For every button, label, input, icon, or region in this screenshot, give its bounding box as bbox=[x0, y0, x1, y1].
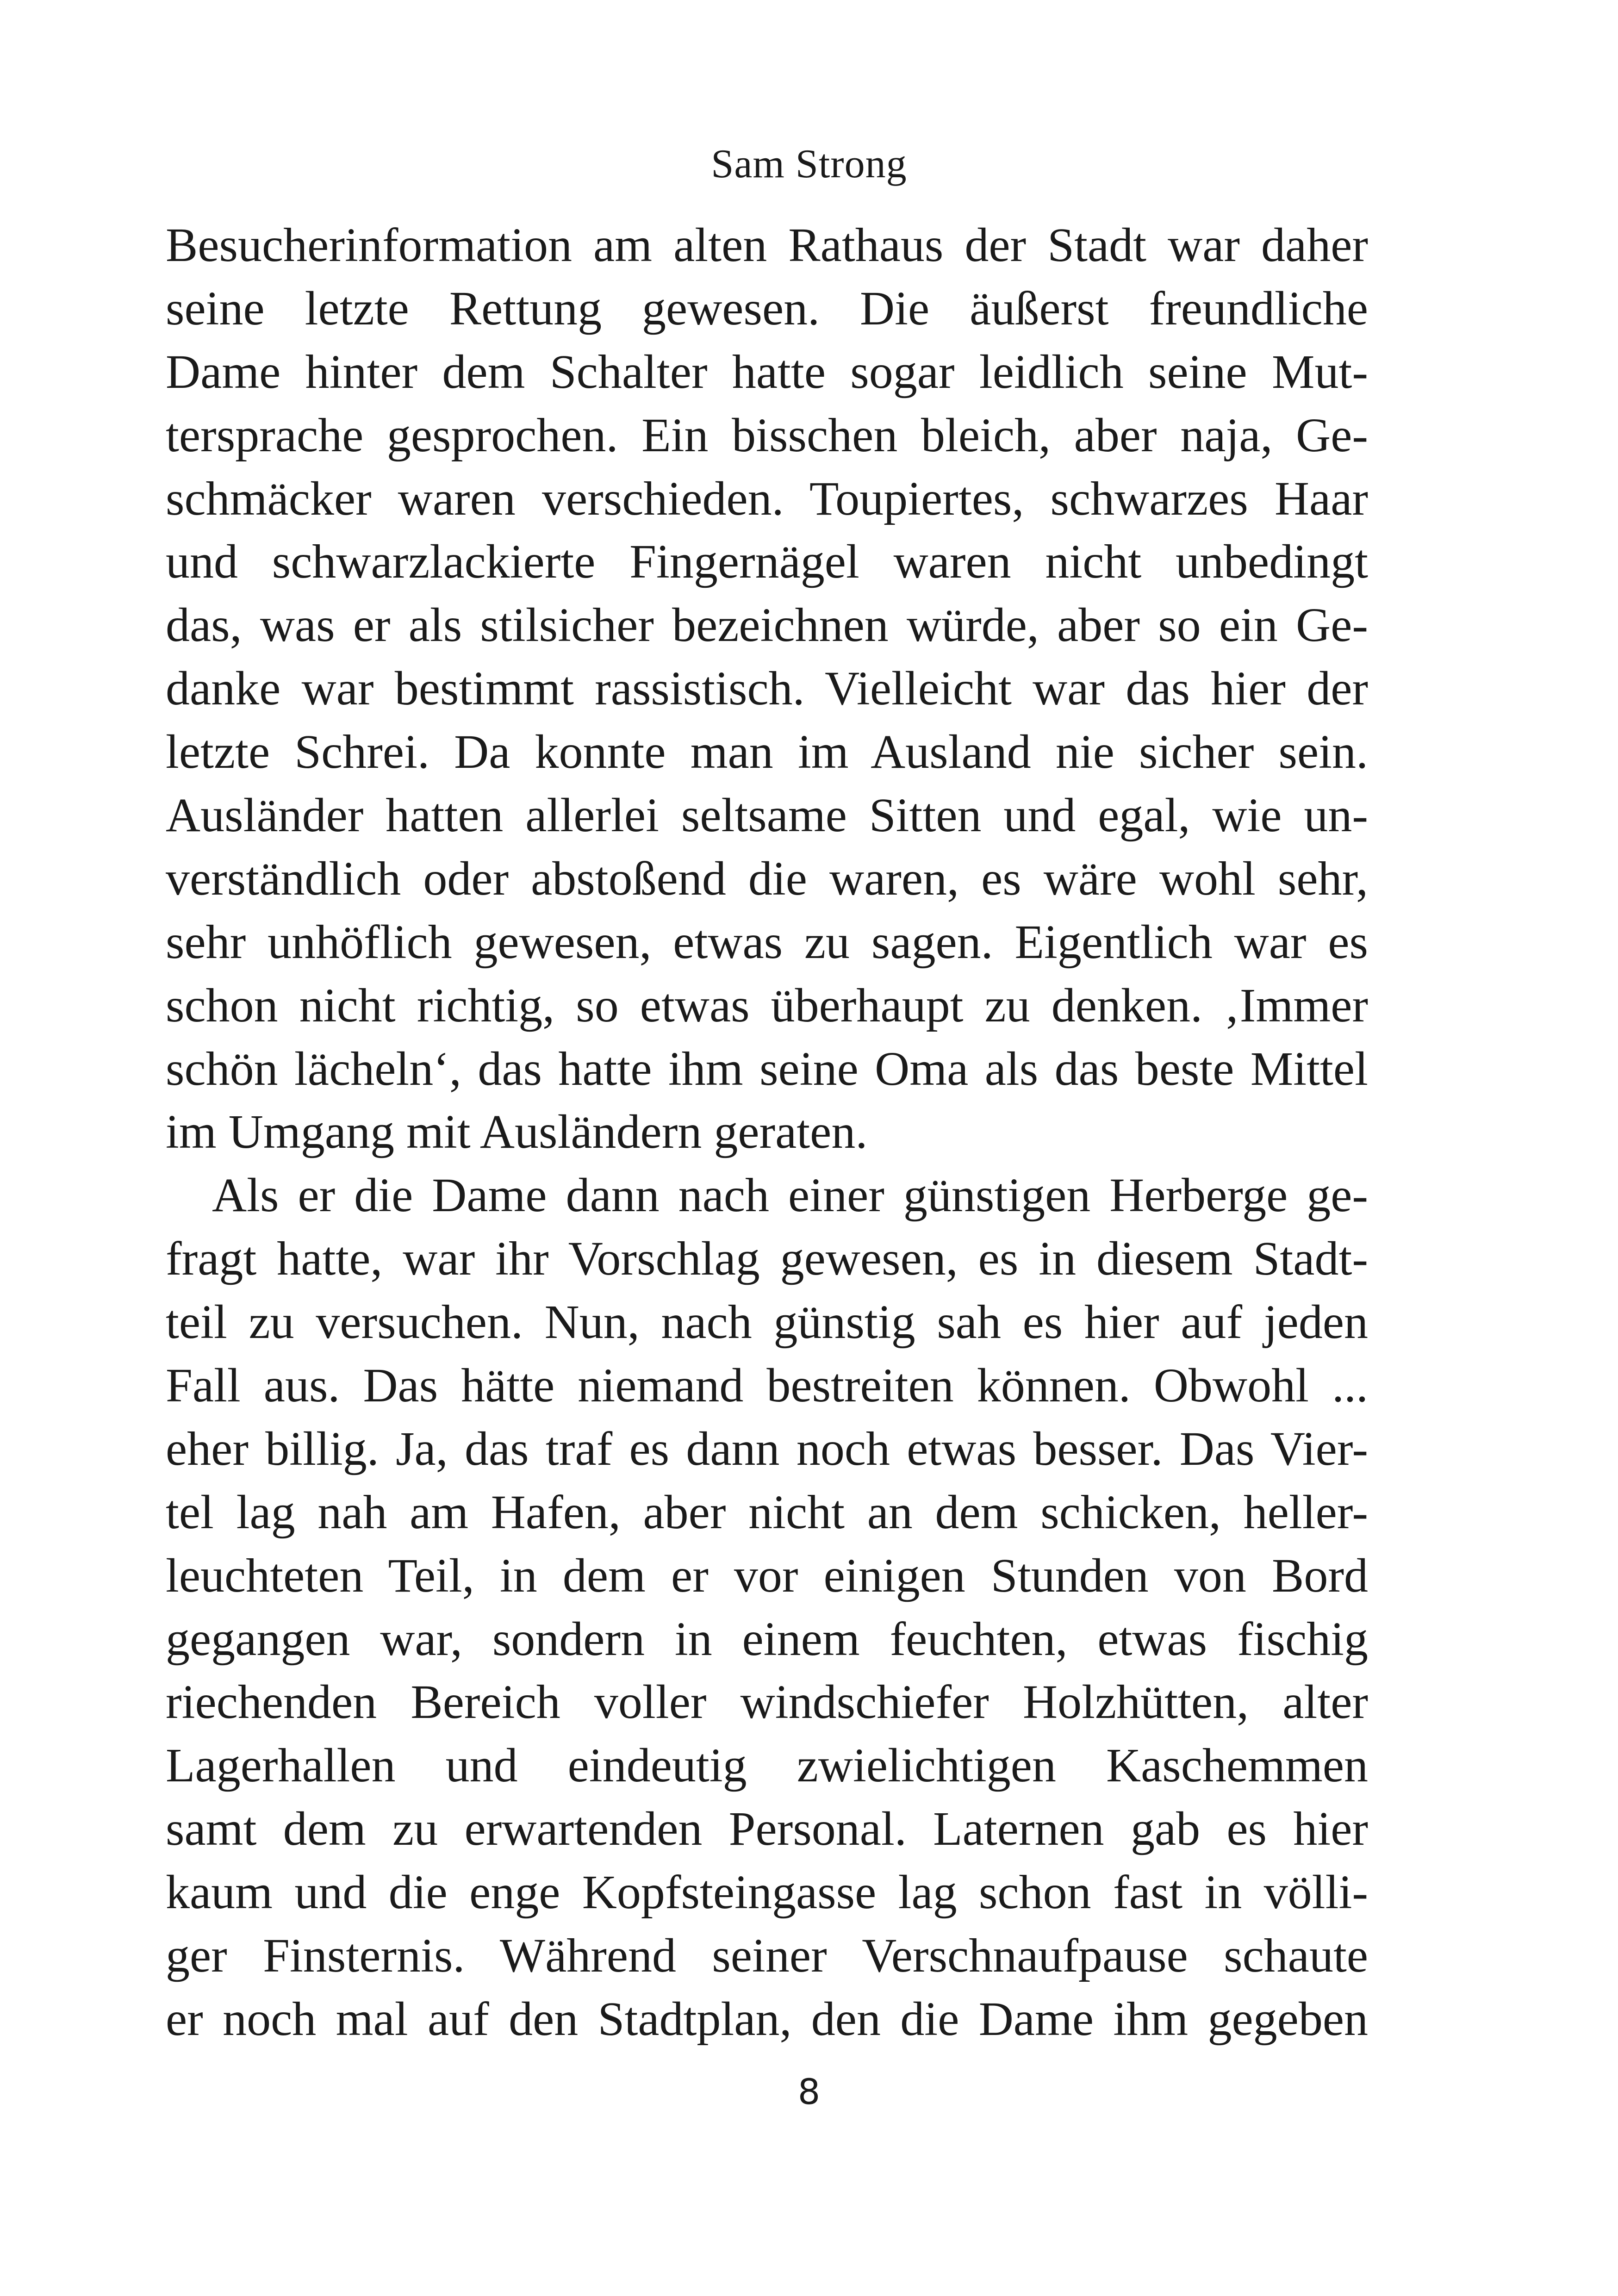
text-line: letzte Schrei. Da konnte man im Ausland nie sicher sein. bbox=[166, 725, 1368, 779]
text-line: sehr unhöflich gewesen, etwas zu sagen. Eigentlich war es bbox=[166, 915, 1368, 969]
running-header: Sam Strong bbox=[711, 142, 907, 187]
text-line: Als er die Dame dann nach einer günstigen Herberge ge- bbox=[212, 1169, 1368, 1222]
text-line: im Umgang mit Ausländern geraten. bbox=[166, 1105, 868, 1159]
text-line: teil zu versuchen. Nun, nach günstig sah es hier auf jeden bbox=[166, 1295, 1368, 1349]
text-line: das, was er als stilsicher bezeichnen würde, aber so ein Ge- bbox=[166, 598, 1368, 652]
text-line: tel lag nah am Hafen, aber nicht an dem schicken, heller- bbox=[166, 1485, 1368, 1539]
text-line: schön lächeln‘, das hatte ihm seine Oma als das beste Mittel bbox=[166, 1042, 1368, 1095]
text-line: fragt hatte, war ihr Vorschlag gewesen, es in diesem Stadt- bbox=[166, 1232, 1368, 1286]
text-line: Besucherinformation am alten Rathaus der Stadt war daher bbox=[166, 218, 1368, 272]
text-line: tersprache gesprochen. Ein bisschen bleich, aber naja, Ge- bbox=[166, 408, 1368, 462]
text-line: leuchteten Teil, in dem er vor einigen Stunden von Bord bbox=[166, 1549, 1368, 1602]
page-number: 8 bbox=[797, 2071, 821, 2112]
text-line: samt dem zu erwartenden Personal. Laternen gab es hier bbox=[166, 1802, 1368, 1856]
text-line: Lagerhallen und eindeutig zwielichtigen Kaschemmen bbox=[166, 1739, 1368, 1792]
text-line: schon nicht richtig, so etwas überhaupt zu denken. ‚Immer bbox=[166, 978, 1368, 1032]
text-line: ger Finsternis. Während seiner Verschnaufpause schaute bbox=[166, 1929, 1368, 1983]
text-line: und schwarzlackierte Fingernägel waren nicht unbedingt bbox=[166, 535, 1368, 589]
text-line: kaum und die enge Kopfsteingasse lag schon fast in völli- bbox=[166, 1866, 1368, 1919]
text-line: Ausländer hatten allerlei seltsame Sitten und egal, wie un- bbox=[166, 789, 1368, 842]
body-text bbox=[166, 214, 1368, 2051]
text-line: eher billig. Ja, das traf es dann noch etwas besser. Das Vier- bbox=[166, 1422, 1368, 1475]
text-line: danke war bestimmt rassistisch. Vielleicht war das hier der bbox=[166, 662, 1368, 716]
text-line: Fall aus. Das hätte niemand bestreiten können. Obwohl ... bbox=[166, 1359, 1368, 1412]
text-line: er noch mal auf den Stadtplan, den die Dame ihm gegeben bbox=[166, 1992, 1368, 2046]
text-line: riechenden Bereich voller windschiefer Holzhütten, alter bbox=[166, 1675, 1368, 1729]
text-line: verständlich oder abstoßend die waren, es wäre wohl sehr, bbox=[166, 852, 1368, 905]
text-line: gegangen war, sondern in einem feuchten, etwas fischig bbox=[166, 1612, 1368, 1666]
text-line: Dame hinter dem Schalter hatte sogar leidlich seine Mut- bbox=[166, 345, 1368, 398]
text-line: schmäcker waren verschieden. Toupiertes, schwarzes Haar bbox=[166, 472, 1368, 525]
text-line: seine letzte Rettung gewesen. Die äußerst freundliche bbox=[166, 281, 1368, 335]
